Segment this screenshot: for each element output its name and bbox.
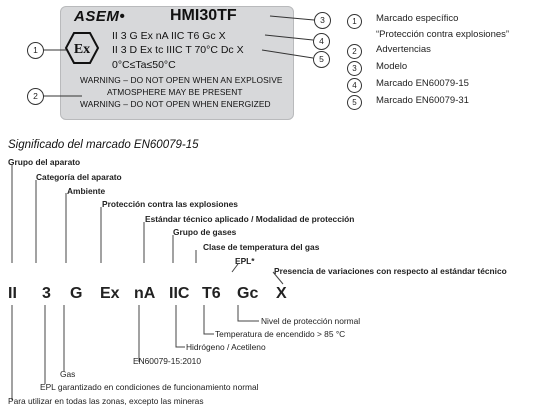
label-ambiente: Ambiente bbox=[67, 186, 106, 196]
brand-dot: • bbox=[119, 8, 126, 25]
legend-text-1b: “Protección contra explosiones” bbox=[376, 29, 510, 40]
code-t6: T6 bbox=[202, 285, 221, 302]
code-iic: IIC bbox=[169, 285, 190, 302]
model-name: HMI30TF bbox=[170, 7, 237, 24]
code-na: nA bbox=[134, 285, 156, 302]
callout-1: 1 bbox=[27, 42, 44, 59]
legend-text-4: Marcado EN60079-15 bbox=[376, 78, 469, 89]
legend-text-3: Modelo bbox=[376, 61, 408, 72]
label-epl-garantizado: EPL garantizado en condiciones de funcionamiento normal bbox=[40, 382, 259, 392]
callout-4: 4 bbox=[313, 33, 330, 50]
legend-num-1: 1 bbox=[347, 14, 362, 29]
legend-num-5: 5 bbox=[347, 95, 362, 110]
callout-2: 2 bbox=[27, 88, 44, 105]
marking-line-2: II 3 D Ex tc IIIC T 70°C Dc X bbox=[112, 44, 244, 56]
label-variaciones: Presencia de variaciones con respecto al estándar técnico bbox=[274, 266, 507, 276]
label-clase-temperatura: Clase de temperatura del gas bbox=[203, 242, 320, 252]
legend-text-1: Marcado específico bbox=[376, 13, 459, 24]
label-temperatura-encendido: Temperatura de encendido > 85 °C bbox=[215, 329, 346, 339]
legend-num-2: 2 bbox=[347, 44, 362, 59]
legend-num-4: 4 bbox=[347, 78, 362, 93]
brand-logo-text: ASEM bbox=[74, 8, 120, 25]
marking-line-1: II 3 G Ex nA IIC T6 Gc X bbox=[112, 30, 226, 42]
legend-text-2: Advertencias bbox=[376, 44, 431, 55]
legend-text-5: Marcado EN60079-31 bbox=[376, 95, 469, 106]
label-todas-zonas: Para utilizar en todas las zonas, excepto las mineras bbox=[8, 396, 204, 406]
section-title: Significado del marcado EN60079-15 bbox=[8, 139, 199, 151]
label-grupo-gases: Grupo de gases bbox=[173, 227, 237, 237]
label-en60079-15-2010: EN60079-15:2010 bbox=[133, 356, 201, 366]
warning-line-2: ATMOSPHERE MAY BE PRESENT bbox=[107, 87, 243, 97]
label-estandar-tecnico: Estándar técnico aplicado / Modalidad de protección bbox=[145, 214, 355, 224]
label-epl: EPL* bbox=[235, 256, 255, 266]
legend-num-3: 3 bbox=[347, 61, 362, 76]
label-categoria-aparato: Categoría del aparato bbox=[36, 172, 122, 182]
warning-line-3: WARNING – DO NOT OPEN WHEN ENERGIZED bbox=[80, 99, 271, 109]
code-ii: II bbox=[8, 285, 17, 302]
label-proteccion-explosiones: Protección contra las explosiones bbox=[102, 199, 238, 209]
code-x: X bbox=[276, 285, 287, 302]
code-ex: Ex bbox=[100, 285, 120, 302]
ex-symbol-text: Ex bbox=[73, 42, 91, 57]
temperature-range: 0°C≤Ta≤50°C bbox=[112, 59, 176, 71]
code-gc: Gc bbox=[237, 285, 259, 302]
label-hidrogeno-acetileno: Hidrógeno / Acetileno bbox=[186, 342, 266, 352]
label-gas: Gas bbox=[60, 369, 76, 379]
label-grupo-aparato: Grupo del aparato bbox=[8, 157, 81, 167]
code-g: G bbox=[70, 285, 83, 302]
code-3: 3 bbox=[42, 285, 51, 302]
warning-line-1: WARNING – DO NOT OPEN WHEN AN EXPLOSIVE bbox=[80, 75, 283, 85]
callout-3: 3 bbox=[314, 12, 331, 29]
callout-5: 5 bbox=[313, 51, 330, 68]
label-nivel-proteccion: Nivel de protección normal bbox=[261, 316, 361, 326]
